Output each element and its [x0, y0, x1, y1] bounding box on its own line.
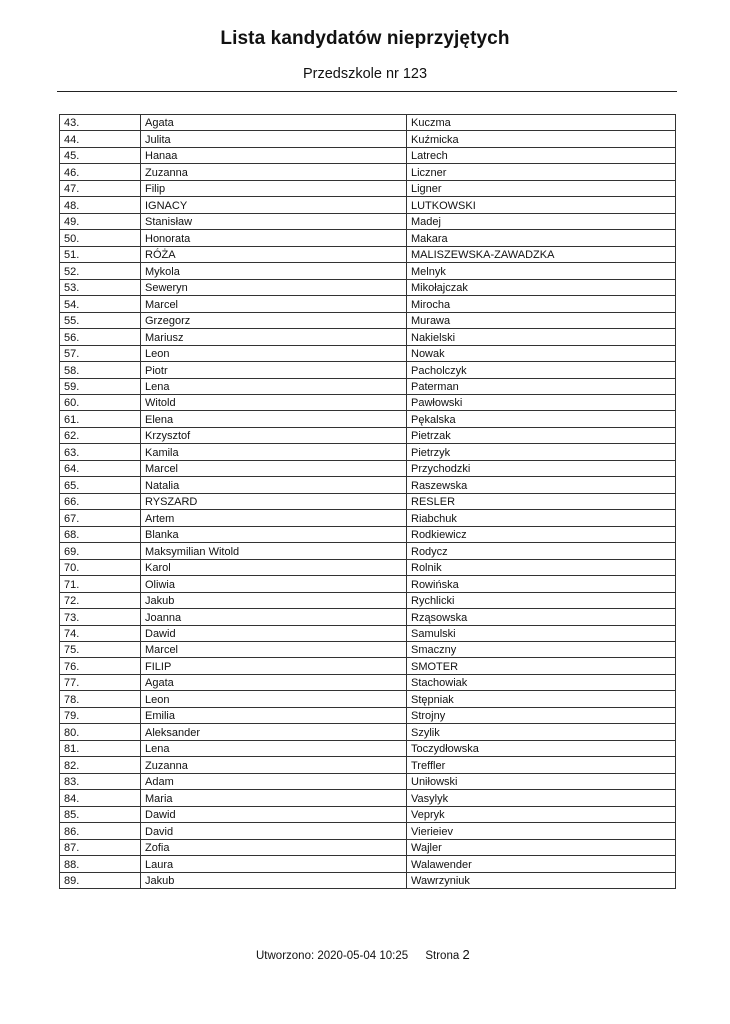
last-name-cell: Pacholczyk: [407, 362, 676, 378]
row-number: 59.: [60, 378, 141, 394]
row-number: 78.: [60, 691, 141, 707]
table-row: [60, 510, 676, 526]
last-name-cell: Pietrzak: [407, 427, 676, 443]
last-name-cell: Mikołajczak: [407, 279, 676, 295]
row-number: 62.: [60, 427, 141, 443]
table-row: [60, 394, 676, 410]
first-name-cell: Karol: [141, 559, 407, 575]
last-name-cell: Madej: [407, 213, 676, 229]
first-name-cell: Marcel: [141, 296, 407, 312]
first-name-cell: Leon: [141, 345, 407, 361]
last-name-cell: Pawłowski: [407, 394, 676, 410]
table-row: [60, 180, 676, 196]
table-row: [60, 246, 676, 262]
row-number: 56.: [60, 329, 141, 345]
last-name-cell: Vierieiev: [407, 823, 676, 839]
first-name-cell: David: [141, 823, 407, 839]
row-number: 76.: [60, 658, 141, 674]
last-name-cell: Raszewska: [407, 477, 676, 493]
last-name-cell: Mirocha: [407, 296, 676, 312]
first-name-cell: RYSZARD: [141, 493, 407, 509]
row-number: 88.: [60, 856, 141, 872]
row-number: 83.: [60, 773, 141, 789]
first-name-cell: Joanna: [141, 609, 407, 625]
page-label: Strona: [425, 950, 460, 962]
first-name-cell: Dawid: [141, 806, 407, 822]
last-name-cell: Nakielski: [407, 329, 676, 345]
table-row: [60, 658, 676, 674]
last-name-cell: Samulski: [407, 625, 676, 641]
first-name-cell: Kamila: [141, 444, 407, 460]
last-name-cell: Paterman: [407, 378, 676, 394]
row-number: 87.: [60, 839, 141, 855]
first-name-cell: Mykola: [141, 263, 407, 279]
table-row: [60, 427, 676, 443]
last-name-cell: Rząsowska: [407, 609, 676, 625]
first-name-cell: Lena: [141, 740, 407, 756]
first-name-cell: Mariusz: [141, 329, 407, 345]
table-row: [60, 362, 676, 378]
table-row: [60, 296, 676, 312]
last-name-cell: Rychlicki: [407, 592, 676, 608]
last-name-cell: Walawender: [407, 856, 676, 872]
first-name-cell: Laura: [141, 856, 407, 872]
first-name-cell: Zuzanna: [141, 164, 407, 180]
first-name-cell: Elena: [141, 411, 407, 427]
row-number: 52.: [60, 263, 141, 279]
page-title: Lista kandydatów nieprzyjętych: [220, 28, 510, 49]
row-number: 46.: [60, 164, 141, 180]
first-name-cell: Piotr: [141, 362, 407, 378]
table-row: [60, 345, 676, 361]
table-row: [60, 378, 676, 394]
last-name-cell: Wajler: [407, 839, 676, 855]
first-name-cell: Krzysztof: [141, 427, 407, 443]
last-name-cell: Pękalska: [407, 411, 676, 427]
table-row: [60, 115, 676, 131]
row-number: 53.: [60, 279, 141, 295]
last-name-cell: Riabchuk: [407, 510, 676, 526]
first-name-cell: Agata: [141, 115, 407, 131]
last-name-cell: Rowińska: [407, 576, 676, 592]
first-name-cell: Julita: [141, 131, 407, 147]
last-name-cell: Rolnik: [407, 559, 676, 575]
row-number: 45.: [60, 147, 141, 163]
row-number: 70.: [60, 559, 141, 575]
row-number: 81.: [60, 740, 141, 756]
last-name-cell: Strojny: [407, 707, 676, 723]
first-name-cell: Seweryn: [141, 279, 407, 295]
table-row: [60, 592, 676, 608]
first-name-cell: FILIP: [141, 658, 407, 674]
table-row: [60, 477, 676, 493]
table-row: [60, 757, 676, 773]
table-row: [60, 625, 676, 641]
last-name-cell: Nowak: [407, 345, 676, 361]
first-name-cell: Honorata: [141, 230, 407, 246]
table-row: [60, 164, 676, 180]
last-name-cell: LUTKOWSKI: [407, 197, 676, 213]
first-name-cell: Natalia: [141, 477, 407, 493]
row-number: 69.: [60, 543, 141, 559]
last-name-cell: Stępniak: [407, 691, 676, 707]
row-number: 57.: [60, 345, 141, 361]
row-number: 75.: [60, 642, 141, 658]
table-row: [60, 197, 676, 213]
last-name-cell: Latrech: [407, 147, 676, 163]
first-name-cell: Agata: [141, 674, 407, 690]
first-name-cell: Jakub: [141, 592, 407, 608]
table-row: [60, 823, 676, 839]
table-row: [60, 263, 676, 279]
last-name-cell: Treffler: [407, 757, 676, 773]
table-row: [60, 691, 676, 707]
first-name-cell: Artem: [141, 510, 407, 526]
table-row: [60, 329, 676, 345]
first-name-cell: Marcel: [141, 642, 407, 658]
first-name-cell: Filip: [141, 180, 407, 196]
candidates-table-body: [60, 115, 676, 889]
last-name-cell: Rodkiewicz: [407, 526, 676, 542]
last-name-cell: Szylik: [407, 724, 676, 740]
table-row: [60, 559, 676, 575]
page-footer: [256, 947, 470, 962]
last-name-cell: Stachowiak: [407, 674, 676, 690]
row-number: 89.: [60, 872, 141, 888]
row-number: 51.: [60, 246, 141, 262]
first-name-cell: Zofia: [141, 839, 407, 855]
row-number: 82.: [60, 757, 141, 773]
row-number: 80.: [60, 724, 141, 740]
row-number: 79.: [60, 707, 141, 723]
first-name-cell: Lena: [141, 378, 407, 394]
row-number: 55.: [60, 312, 141, 328]
row-number: 49.: [60, 213, 141, 229]
table-row: [60, 674, 676, 690]
last-name-cell: Rodycz: [407, 543, 676, 559]
table-row: [60, 839, 676, 855]
last-name-cell: Makara: [407, 230, 676, 246]
table-row: [60, 724, 676, 740]
last-name-cell: Pietrzyk: [407, 444, 676, 460]
row-number: 77.: [60, 674, 141, 690]
first-name-cell: Emilia: [141, 707, 407, 723]
table-row: [60, 493, 676, 509]
row-number: 85.: [60, 806, 141, 822]
table-row: [60, 790, 676, 806]
last-name-cell: Murawa: [407, 312, 676, 328]
row-number: 60.: [60, 394, 141, 410]
row-number: 74.: [60, 625, 141, 641]
row-number: 48.: [60, 197, 141, 213]
row-number: 65.: [60, 477, 141, 493]
row-number: 71.: [60, 576, 141, 592]
table-row: [60, 609, 676, 625]
last-name-cell: MALISZEWSKA-ZAWADZKA: [407, 246, 676, 262]
table-row: [60, 279, 676, 295]
first-name-cell: Grzegorz: [141, 312, 407, 328]
row-number: 50.: [60, 230, 141, 246]
last-name-cell: Smaczny: [407, 642, 676, 658]
last-name-cell: Uniłowski: [407, 773, 676, 789]
table-row: [60, 312, 676, 328]
table-row: [60, 576, 676, 592]
first-name-cell: Hanaa: [141, 147, 407, 163]
header-divider: [57, 91, 677, 92]
last-name-cell: Ligner: [407, 180, 676, 196]
first-name-cell: RÓŻA: [141, 246, 407, 262]
table-row: [60, 444, 676, 460]
row-number: 43.: [60, 115, 141, 131]
last-name-cell: Wawrzyniuk: [407, 872, 676, 888]
row-number: 73.: [60, 609, 141, 625]
first-name-cell: Oliwia: [141, 576, 407, 592]
table-row: [60, 213, 676, 229]
row-number: 47.: [60, 180, 141, 196]
row-number: 54.: [60, 296, 141, 312]
last-name-cell: Vasylyk: [407, 790, 676, 806]
first-name-cell: Marcel: [141, 460, 407, 476]
first-name-cell: Witold: [141, 394, 407, 410]
last-name-cell: Przychodzki: [407, 460, 676, 476]
table-row: [60, 147, 676, 163]
row-number: 84.: [60, 790, 141, 806]
table-row: [60, 411, 676, 427]
first-name-cell: Jakub: [141, 872, 407, 888]
last-name-cell: SMOTER: [407, 658, 676, 674]
table-row: [60, 856, 676, 872]
row-number: 61.: [60, 411, 141, 427]
table-row: [60, 707, 676, 723]
row-number: 63.: [60, 444, 141, 460]
row-number: 68.: [60, 526, 141, 542]
table-row: [60, 872, 676, 888]
first-name-cell: Adam: [141, 773, 407, 789]
table-row: [60, 526, 676, 542]
row-number: 66.: [60, 493, 141, 509]
created-timestamp: Utworzono: 2020-05-04 10:25: [256, 950, 409, 962]
last-name-cell: Melnyk: [407, 263, 676, 279]
table-row: [60, 131, 676, 147]
first-name-cell: Aleksander: [141, 724, 407, 740]
table-row: [60, 740, 676, 756]
table-row: [60, 230, 676, 246]
row-number: 86.: [60, 823, 141, 839]
first-name-cell: Zuzanna: [141, 757, 407, 773]
last-name-cell: Toczydłowska: [407, 740, 676, 756]
first-name-cell: Blanka: [141, 526, 407, 542]
row-number: 58.: [60, 362, 141, 378]
row-number: 64.: [60, 460, 141, 476]
table-row: [60, 642, 676, 658]
table-row: [60, 543, 676, 559]
first-name-cell: Leon: [141, 691, 407, 707]
last-name-cell: Kuźmicka: [407, 131, 676, 147]
table-row: [60, 773, 676, 789]
row-number: 44.: [60, 131, 141, 147]
first-name-cell: Dawid: [141, 625, 407, 641]
table-row: [60, 806, 676, 822]
last-name-cell: Kuczma: [407, 115, 676, 131]
first-name-cell: Maria: [141, 790, 407, 806]
row-number: 72.: [60, 592, 141, 608]
first-name-cell: Maksymilian Witold: [141, 543, 407, 559]
page-number: 2: [462, 947, 470, 962]
candidates-table: [59, 114, 676, 889]
first-name-cell: Stanisław: [141, 213, 407, 229]
last-name-cell: RESLER: [407, 493, 676, 509]
first-name-cell: IGNACY: [141, 197, 407, 213]
last-name-cell: Liczner: [407, 164, 676, 180]
last-name-cell: Vepryk: [407, 806, 676, 822]
row-number: 67.: [60, 510, 141, 526]
page-subtitle: Przedszkole nr 123: [302, 66, 428, 82]
table-row: [60, 460, 676, 476]
